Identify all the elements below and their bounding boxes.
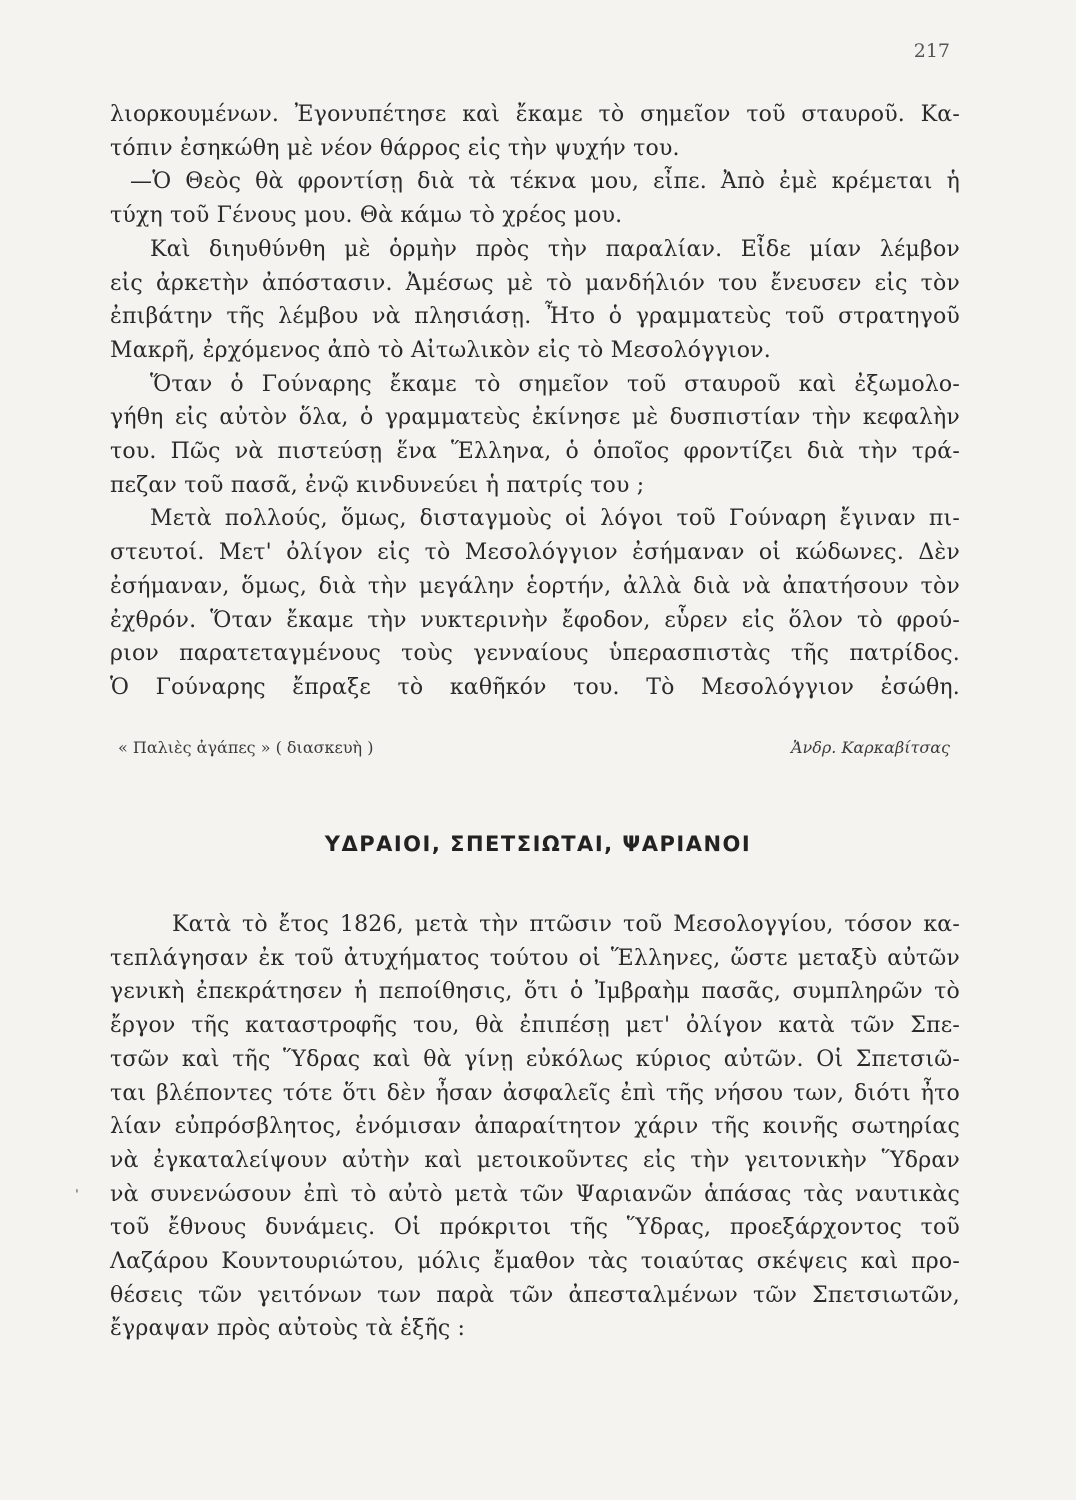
text-line: ἔγραψαν πρὸς αὐτοὺς τὰ ἑξῆς : xyxy=(110,1316,466,1342)
margin-mark: ˈ xyxy=(75,1188,79,1204)
text-line: τεπλάγησαν ἐκ τοῦ ἀτυχήματος τούτου οἱ Ἕλληνες, ὥστε μεταξὺ αὐτῶν xyxy=(110,945,960,971)
text-line: τόπιν ἐσηκώθη μὲ νέον θάρρος εἰς τὴν ψυχήν του. xyxy=(110,135,680,161)
section-heading: ΥΔΡΑΙΟΙ, ΣΠΕΤΣΙΩΤΑΙ, ΨΑΡΙΑΝΟΙ xyxy=(324,832,752,856)
text-line: Λαζάρου Κουντουριώτου, μόλις ἔμαθον τὰς τοιαύτας σκέψεις καὶ προ- xyxy=(110,1249,960,1275)
text-line: γενικὴ ἐπεκράτησεν ἡ πεποίθησις, ὅτι ὁ Ἰμβραὴμ πασᾶς, συμπληρῶν τὸ xyxy=(110,979,960,1005)
text-line: νὰ ἐγκαταλείψουν αὐτὴν καὶ μετοικοῦντες εἰς τὴν γειτονικὴν Ὕδραν xyxy=(110,1147,960,1173)
text-line: τσῶν καὶ τῆς Ὕδρας καὶ θὰ γίνῃ εὐκόλως κύριος αὐτῶν. Οἱ Σπετσιῶ- xyxy=(110,1046,960,1072)
source-attribution xyxy=(118,738,950,757)
text-line: ριον παρατεταγμένους τοὺς γενναίους ὑπερασπιστὰς τῆς πατρίδος. xyxy=(110,641,960,667)
text-line: τοῦ ἔθνους δυνάμεις. Οἱ πρόκριτοι τῆς Ὕδρας, προεξάρχοντος τοῦ xyxy=(110,1215,960,1241)
text-line: Ὁ Γούναρης ἔπραξε τὸ καθῆκόν του. Τὸ Μεσολόγγιον ἐσώθη. xyxy=(110,674,960,700)
text-line: στευτοί. Μετ' ὀλίγον εἰς τὸ Μεσολόγγιον ἐσήμαναν οἱ κώδωνες. Δὲν xyxy=(110,540,960,566)
text-line: Μετὰ πολλούς, ὅμως, δισταγμοὺς οἱ λόγοι τοῦ Γούναρη ἔγιναν πι- xyxy=(150,506,960,532)
text-line: λιορκουμένων. Ἐγονυπέτησε καὶ ἔκαμε τὸ σημεῖον τοῦ σταυροῦ. Κα- xyxy=(110,102,960,127)
text-line: εἰς ἀρκετὴν ἀπόστασιν. Ἀμέσως μὲ τὸ μανδήλιόν του ἔνευσεν εἰς τὸν xyxy=(110,270,960,296)
text-line: λίαν εὐπρόσβλητος, ἐνόμισαν ἀπαραίτητον χάριν τῆς κοινῆς σωτηρίας xyxy=(110,1114,960,1140)
text-line: Κατὰ τὸ ἔτος 1826, μετὰ τὴν πτῶσιν τοῦ Μεσολογγίου, τόσον κα- xyxy=(172,912,960,937)
text-line: ἐσήμαναν, ὅμως, διὰ τὴν μεγάλην ἑορτήν, ἀλλὰ διὰ νὰ ἀπατήσουν τὸν xyxy=(110,573,960,599)
excerpt-text xyxy=(110,98,960,705)
section-text xyxy=(110,908,960,1346)
text-line: Μακρῆ, ἐρχόμενος ἀπὸ τὸ Αἰτωλικὸν εἰς τὸ Μεσολόγγιον. xyxy=(110,337,771,363)
text-line: του. Πῶς νὰ πιστεύσῃ ἕνα Ἕλληνα, ὁ ὁποῖος φροντίζει διὰ τὴν τρά- xyxy=(110,439,960,465)
text-line: Ὅταν ὁ Γούναρης ἔκαμε τὸ σημεῖον τοῦ σταυροῦ καὶ ἐξωμολο- xyxy=(150,371,960,397)
text-line: ἐχθρόν. Ὅταν ἔκαμε τὴν νυκτερινὴν ἔφοδον, εὗρεν εἰς ὅλον τὸ φρού- xyxy=(110,607,960,633)
text-line: ται βλέποντες τότε ὅτι δὲν ἦσαν ἀσφαλεῖς ἐπὶ τῆς νήσου των, διότι ἦτο xyxy=(110,1080,960,1106)
text-line: ἔργον τῆς καταστροφῆς του, θὰ ἐπιπέσῃ μετ' ὀλίγον κατὰ τῶν Σπε- xyxy=(110,1013,960,1039)
text-line: θέσεις τῶν γειτόνων των παρὰ τῶν ἀπεσταλμένων τῶν Σπετσιωτῶν, xyxy=(110,1282,960,1308)
text-line: ἐπιβάτην τῆς λέμβου νὰ πλησιάσῃ. Ἦτο ὁ γραμματεὺς τοῦ στρατηγοῦ xyxy=(110,304,960,330)
text-line: —Ὁ Θεὸς θὰ φροντίσῃ διὰ τὰ τέκνα μου, εἶπε. Ἀπὸ ἐμὲ κρέμεται ἡ xyxy=(130,169,960,195)
source-author: Ἀνδρ. Καρκαβίτσας xyxy=(790,738,950,757)
text-line: νὰ συνενώσουν ἐπὶ τὸ αὐτὸ μετὰ τῶν Ψαριανῶν ἁπάσας τὰς ναυτικὰς xyxy=(110,1181,960,1207)
text-line: πεζαν τοῦ πασᾶ, ἐνῷ κινδυνεύει ἡ πατρίς του ; xyxy=(110,472,645,498)
page-number: 217 xyxy=(913,40,950,62)
text-line: τύχη τοῦ Γένους μου. Θὰ κάμω τὸ χρέος μου. xyxy=(110,203,623,229)
source-title: « Παλιὲς ἀγάπες » ( διασκευὴ ) xyxy=(118,738,374,757)
text-line: γήθη εἰς αὐτὸν ὅλα, ὁ γραμματεὺς ἐκίνησε μὲ δυσπιστίαν τὴν κεφαλὴν xyxy=(110,405,960,431)
text-line: Καὶ διηυθύνθη μὲ ὁρμὴν πρὸς τὴν παραλίαν. Εἶδε μίαν λέμβον xyxy=(150,236,960,262)
